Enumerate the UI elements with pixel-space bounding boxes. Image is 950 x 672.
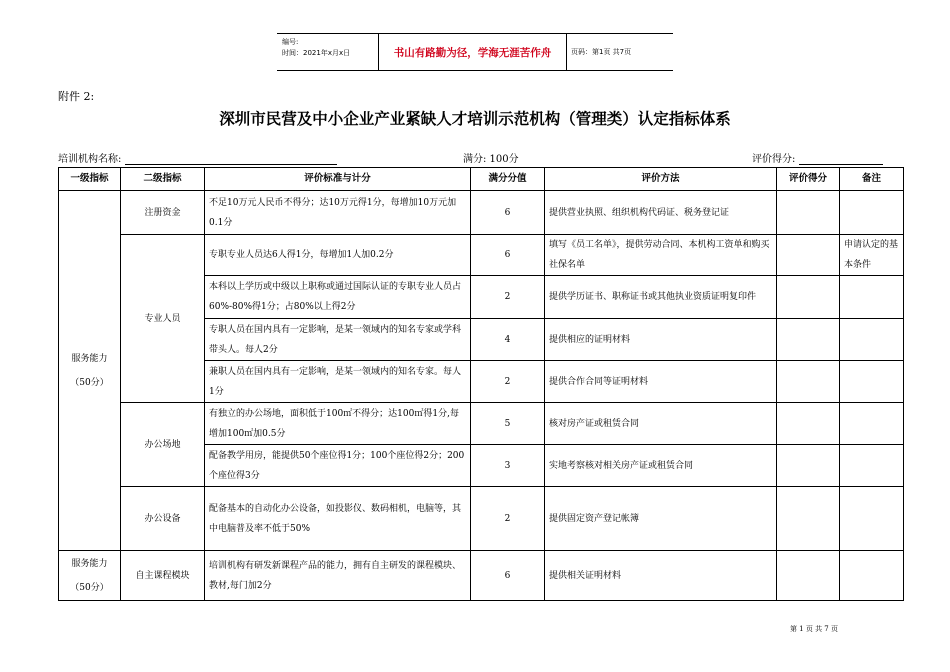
score-label: 评价得分:: [752, 154, 796, 165]
criteria-cell: 有独立的办公场地，面积低于100㎡不得分；达100㎡得1分,每增加100㎡加0.5分: [205, 403, 471, 445]
score-cell[interactable]: [777, 487, 840, 551]
method-cell: 提供相应的证明材料: [545, 319, 777, 361]
criteria-cell: 兼职人员在国内具有一定影响，是某一领域内的知名专家。每人1分: [205, 361, 471, 403]
note-cell: [840, 191, 904, 235]
note-cell: [840, 551, 904, 601]
note-cell: [840, 276, 904, 319]
level1-cell: [59, 191, 121, 551]
method-cell: 提供营业执照、组织机构代码证、税务登记证: [545, 191, 777, 235]
score-cell[interactable]: [777, 361, 840, 403]
level1-name: 服务能力: [71, 558, 108, 569]
document-title: 深圳市民营及中小企业产业紧缺人才培训示范机构（管理类）认定指标体系: [219, 110, 731, 128]
score-cell[interactable]: [777, 551, 840, 601]
org-name-field: [58, 150, 337, 165]
score-cell[interactable]: [777, 403, 840, 445]
criteria-cell: 配备教学用房，能提供50个座位得1分；100个座位得2分；200个座位得3分: [205, 445, 471, 487]
level2-cell: 办公设备: [121, 487, 205, 551]
col-header: 一级指标: [59, 168, 121, 191]
max-score-cell: 6: [471, 235, 545, 276]
max-score-cell: 4: [471, 319, 545, 361]
header-meta: [277, 34, 379, 70]
note-cell: [840, 445, 904, 487]
max-score-cell: 5: [471, 403, 545, 445]
attachment-label: 附件 2:: [58, 90, 95, 103]
table-header-row: [59, 168, 904, 191]
level1-cell: [59, 551, 121, 601]
indicator-table: [58, 167, 904, 601]
full-score-label: 满分: 100分: [463, 154, 519, 165]
level2-cell: 注册资金: [121, 191, 205, 235]
max-score-cell: 6: [471, 191, 545, 235]
max-score-cell: 6: [471, 551, 545, 601]
method-cell: 核对房产证或租赁合同: [545, 403, 777, 445]
max-score-cell: 3: [471, 445, 545, 487]
method-cell: 提供合作合同等证明材料: [545, 361, 777, 403]
score-cell[interactable]: [777, 276, 840, 319]
score-line: [799, 153, 883, 165]
method-cell: 提供学历证书、职称证书或其他执业资质证明复印件: [545, 276, 777, 319]
time-label: 时间：2021年x月x日: [282, 49, 351, 57]
note-cell: [840, 403, 904, 445]
max-score-cell: 2: [471, 276, 545, 319]
score-cell[interactable]: [777, 319, 840, 361]
level1-points: （50分）: [70, 582, 109, 593]
criteria-cell: 培训机构有研发新课程产品的能力，拥有自主研发的课程模块、教材,每门加2分: [205, 551, 471, 601]
org-name-line: [125, 153, 337, 165]
level1-name: 服务能力: [71, 353, 108, 364]
col-header: 备注: [840, 168, 904, 191]
col-header: 评价得分: [777, 168, 840, 191]
col-header: 评价标准与计分: [205, 168, 471, 191]
table-row: [59, 403, 904, 445]
max-score-cell: 2: [471, 487, 545, 551]
score-cell[interactable]: [777, 445, 840, 487]
note-cell: [840, 361, 904, 403]
level2-cell: 自主课程模块: [121, 551, 205, 601]
col-header: 评价方法: [545, 168, 777, 191]
criteria-cell: 专职人员在国内具有一定影响，是某一领域内的知名专家或学科带头人。每人2分: [205, 319, 471, 361]
note-cell: [840, 487, 904, 551]
table-row: [59, 551, 904, 601]
score-cell[interactable]: [777, 191, 840, 235]
criteria-cell: 专职专业人员达6人得1分，每增加1人加0.2分: [205, 235, 471, 276]
note-cell: 申请认定的基本条件: [840, 235, 904, 276]
level1-points: （50分）: [70, 377, 109, 388]
method-cell: 填写《员工名单》，提供劳动合同、本机构工资单和购买社保名单: [545, 235, 777, 276]
page-footer: 第 1 页 共 7 页: [789, 625, 838, 633]
score-cell[interactable]: [777, 235, 840, 276]
header-page-info: 页码：第1页 共7页: [571, 48, 632, 56]
criteria-cell: 不足10万元人民币不得分；达10万元得1分，每增加10万元加0.1分: [205, 191, 471, 235]
score-field: [752, 150, 883, 165]
col-header: 满分分值: [471, 168, 545, 191]
max-score-cell: 2: [471, 361, 545, 403]
level2-cell: 办公场地: [121, 403, 205, 487]
number-label: 编号:: [282, 38, 299, 46]
method-cell: 提供固定资产登记帐簿: [545, 487, 777, 551]
method-cell: 实地考察核对相关房产证或租赁合同: [545, 445, 777, 487]
table-row: [59, 191, 904, 235]
col-header: 二级指标: [121, 168, 205, 191]
page-header: [277, 33, 673, 71]
note-cell: [840, 319, 904, 361]
table-row: [59, 487, 904, 551]
method-cell: 提供相关证明材料: [545, 551, 777, 601]
criteria-cell: 配备基本的自动化办公设备，如投影仪、数码相机，电脑等，其中电脑普及率不低于50%: [205, 487, 471, 551]
table-row: [59, 235, 904, 276]
header-motto: 书山有路勤为径，学海无涯苦作舟: [379, 34, 567, 70]
level2-cell: 专业人员: [121, 235, 205, 403]
criteria-cell: 本科以上学历或中级以上职称或通过国际认证的专职专业人员占60%-80%得1分；占80%以上得2分: [205, 276, 471, 319]
org-name-label: 培训机构名称:: [58, 154, 122, 165]
